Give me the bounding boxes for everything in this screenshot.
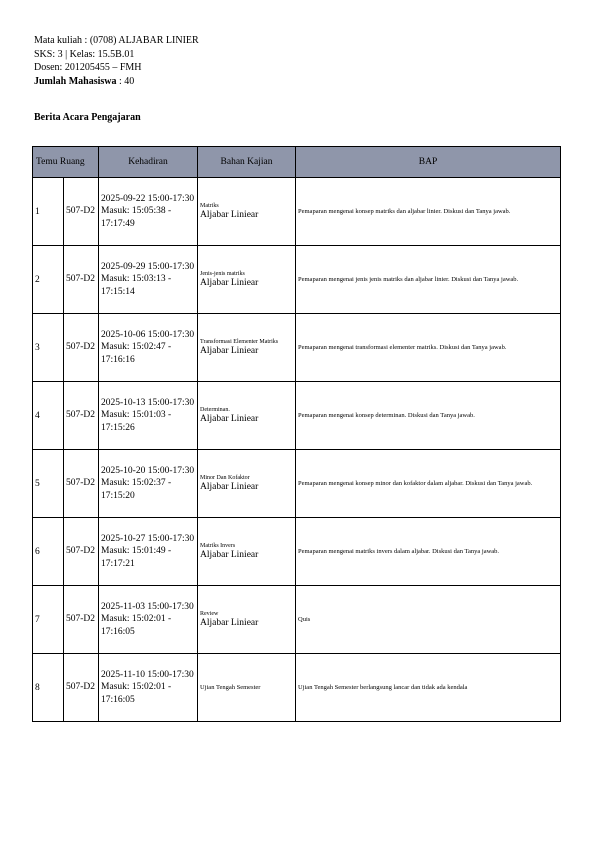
- lecturer: Dosen: 201205455 – FMH: [34, 62, 142, 73]
- check-in-time: Masuk: 15:02:01 - 17:16:05: [101, 682, 172, 705]
- course-header: [34, 34, 199, 88]
- student-count-label: Jumlah Mahasiswa: [34, 75, 117, 87]
- meeting-number: 3: [33, 314, 64, 382]
- bap-cell: Pemaparan mengenai konsep matriks dan aljabar linier. Diskusi dan Tanya jawab.: [296, 178, 561, 246]
- section-title: Berita Acara Pengajaran: [34, 112, 141, 123]
- schedule-time: 2025-10-13 15:00-17:30: [101, 397, 195, 408]
- room-cell: 507-D2: [64, 450, 99, 518]
- schedule-time: 2025-09-29 15:00-17:30: [101, 261, 195, 272]
- attendance-cell: [99, 178, 198, 246]
- attendance-cell: [99, 654, 198, 722]
- attendance-cell: [99, 314, 198, 382]
- topic-subject: Aljabar Liniear: [200, 618, 259, 629]
- topic-cell: [198, 586, 296, 654]
- room-cell: 507-D2: [64, 314, 99, 382]
- table-row: [33, 518, 561, 586]
- topic-cell: [198, 518, 296, 586]
- bap-table: [32, 146, 561, 722]
- col-header-temu-ruang: Temu Ruang: [33, 147, 99, 178]
- meeting-number: 5: [33, 450, 64, 518]
- bap-cell: Pemaparan mengenai konsep minor dan kofaktor dalam aljabar. Diskusi dan Tanya jawab.: [296, 450, 561, 518]
- table-body: [33, 178, 561, 722]
- meeting-number: 2: [33, 246, 64, 314]
- table-header-row: [33, 147, 561, 178]
- topic-cell: [198, 246, 296, 314]
- room-cell: 507-D2: [64, 518, 99, 586]
- topic-title: Jenis-jenis matriks: [200, 270, 245, 277]
- topic-subject: Aljabar Liniear: [200, 482, 259, 493]
- bap-cell: Quis: [296, 586, 561, 654]
- col-header-bahan-kajian: Bahan Kajian: [198, 147, 296, 178]
- room-cell: 507-D2: [64, 382, 99, 450]
- meeting-number: 1: [33, 178, 64, 246]
- topic-title: Transformasi Elementer Matriks: [200, 338, 279, 345]
- col-header-bap: BAP: [296, 147, 561, 178]
- topic-subject: Aljabar Liniear: [200, 346, 259, 357]
- table-row: [33, 178, 561, 246]
- bap-cell: Ujian Tengah Semester berlangsung lancar dan tidak ada kendala: [296, 654, 561, 722]
- check-in-time: Masuk: 15:01:49 - 17:17:21: [101, 546, 172, 569]
- attendance-cell: [99, 382, 198, 450]
- attendance-cell: [99, 518, 198, 586]
- check-in-time: Masuk: 15:05:38 - 17:17:49: [101, 206, 172, 229]
- schedule-time: 2025-10-06 15:00-17:30: [101, 329, 195, 340]
- room-cell: 507-D2: [64, 246, 99, 314]
- table-row: [33, 382, 561, 450]
- bap-cell: Pemaparan mengenai matriks invers dalam aljabar. Diskusi dan Tanya jawab.: [296, 518, 561, 586]
- attendance-cell: [99, 246, 198, 314]
- attendance-cell: [99, 450, 198, 518]
- room-cell: 507-D2: [64, 586, 99, 654]
- topic-cell: [198, 450, 296, 518]
- topic-subject: Aljabar Liniear: [200, 210, 259, 221]
- topic-cell: [198, 654, 296, 722]
- check-in-time: Masuk: 15:02:01 - 17:16:05: [101, 614, 172, 637]
- check-in-time: Masuk: 15:03:13 - 17:15:14: [101, 274, 172, 297]
- room-cell: 507-D2: [64, 654, 99, 722]
- meeting-number: 6: [33, 518, 64, 586]
- topic-title: Ujian Tengah Semester: [200, 684, 261, 691]
- topic-title: Review: [200, 610, 219, 617]
- table-row: [33, 450, 561, 518]
- topic-subject: Aljabar Liniear: [200, 550, 259, 561]
- schedule-time: 2025-10-27 15:00-17:30: [101, 533, 195, 544]
- topic-title: Matriks Invers: [200, 542, 236, 549]
- check-in-time: Masuk: 15:02:37 - 17:15:20: [101, 478, 172, 501]
- schedule-time: 2025-11-10 15:00-17:30: [101, 669, 194, 680]
- sks-kelas: SKS: 3 | Kelas: 15.5B.01: [34, 48, 135, 60]
- topic-title: Matriks: [200, 202, 219, 209]
- topic-subject: Aljabar Liniear: [200, 414, 259, 425]
- check-in-time: Masuk: 15:02:47 - 17:16:16: [101, 342, 172, 365]
- student-count-value: : 40: [116, 75, 135, 87]
- table-row: [33, 246, 561, 314]
- topic-cell: [198, 314, 296, 382]
- student-count: [34, 75, 199, 89]
- meeting-number: 8: [33, 654, 64, 722]
- topic-cell: [198, 178, 296, 246]
- schedule-time: 2025-11-03 15:00-17:30: [101, 601, 194, 612]
- table-row: [33, 654, 561, 722]
- bap-cell: Pemaparan mengenai transformasi elementer matriks. Diskusi dan Tanya jawab.: [296, 314, 561, 382]
- topic-title: Determinan.: [200, 406, 230, 413]
- meeting-number: 7: [33, 586, 64, 654]
- attendance-cell: [99, 586, 198, 654]
- check-in-time: Masuk: 15:01:03 - 17:15:26: [101, 410, 172, 433]
- table-row: [33, 586, 561, 654]
- bap-cell: Pemaparan mengenai jenis jenis matriks dan aljabar linier. Diskusi dan Tanya jawab.: [296, 246, 561, 314]
- schedule-time: 2025-10-20 15:00-17:30: [101, 465, 195, 476]
- table-row: [33, 314, 561, 382]
- room-cell: 507-D2: [64, 178, 99, 246]
- bap-cell: Pemaparan mengenai konsep determinan. Diskusi dan Tanya jawab.: [296, 382, 561, 450]
- meeting-number: 4: [33, 382, 64, 450]
- topic-subject: Aljabar Liniear: [200, 278, 259, 289]
- course-name: Mata kuliah : (0708) ALJABAR LINIER: [34, 35, 199, 46]
- topic-title: Minor Dan Kofaktor: [200, 474, 250, 481]
- col-header-kehadiran: Kehadiran: [99, 147, 198, 178]
- topic-cell: [198, 382, 296, 450]
- schedule-time: 2025-09-22 15:00-17:30: [101, 193, 195, 204]
